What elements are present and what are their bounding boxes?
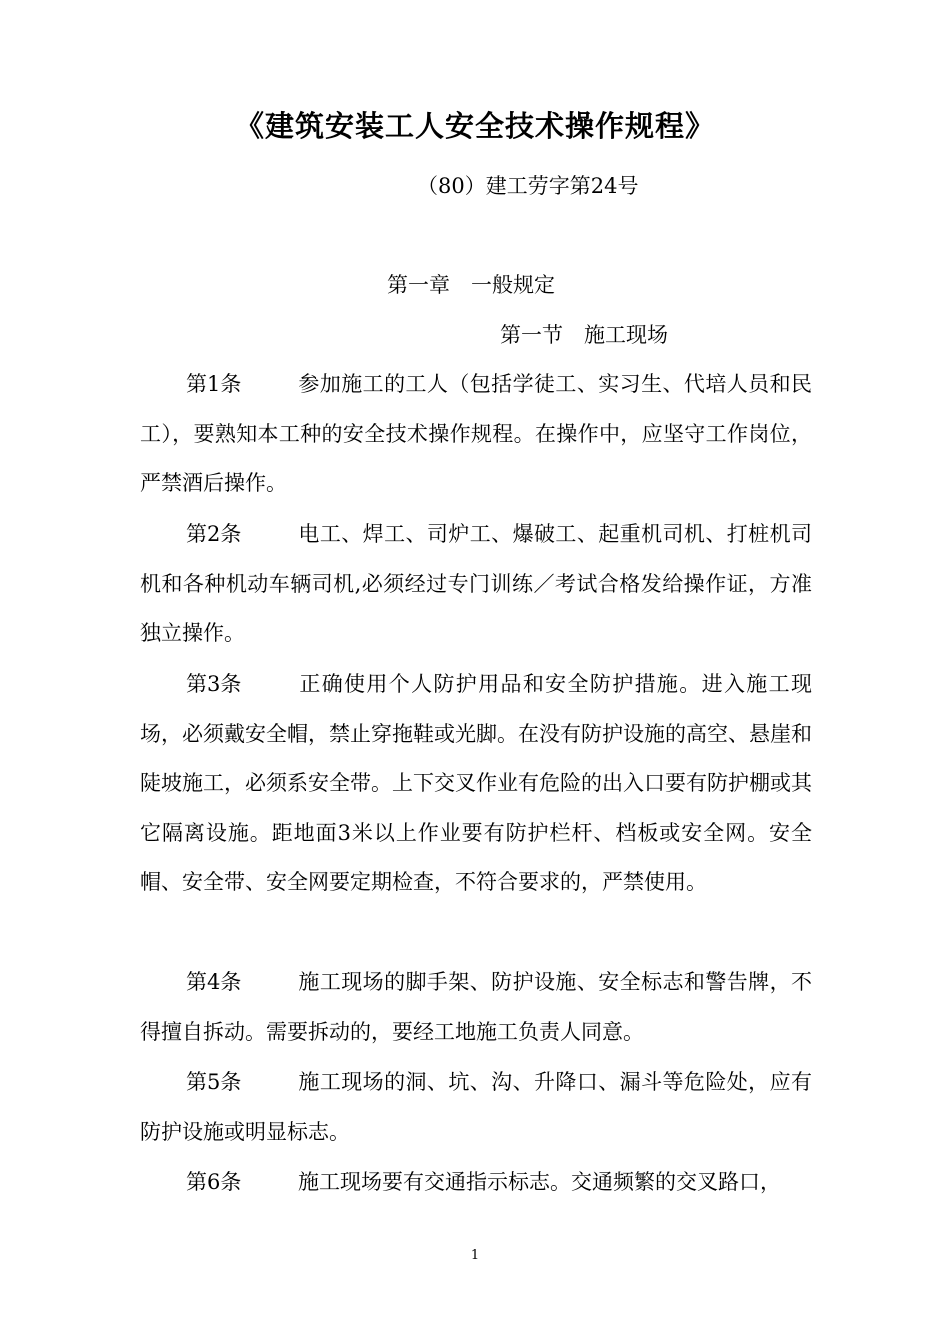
article-text: 正确使用个人防护用品和安全防护措施。进入施工现场，必须戴安全帽，禁止穿拖鞋或光脚。在没有防护设施的高空、悬崖和陡坡施工，必须系安全带。上下交叉作业有危险的出入口要有防护棚或其它隔离设施。距地面3米以上作业要有防护栏杆、档板或安全网。安全帽、安全带、安全网要定期检查，不符合要求的，严禁使用。 <box>140 672 812 894</box>
article-label: 第3条 <box>186 672 242 696</box>
article-label: 第2条 <box>186 522 242 546</box>
page-number: 1 <box>470 1248 480 1263</box>
article-text: 施工现场的脚手架、防护设施、安全标志和警告牌，不得擅自拆动。需要拆动的，要经工地施工负责人同意。 <box>140 970 812 1044</box>
article-label: 第4条 <box>186 970 242 994</box>
document-number: （80）建工劳字第24号 <box>417 174 639 198</box>
article-label: 第5条 <box>186 1070 242 1094</box>
article-5 <box>140 1058 812 1157</box>
document-title: 《建筑安装工人安全技术操作规程》 <box>234 109 715 143</box>
article-3 <box>140 660 812 908</box>
article-text: 施工现场要有交通指示标志。交通频繁的交叉路口， <box>298 1170 781 1194</box>
article-label: 第1条 <box>186 372 242 396</box>
article-4 <box>140 958 812 1057</box>
chapter-heading: 第一章 一般规定 <box>387 273 555 297</box>
article-2 <box>140 510 812 659</box>
section-heading: 第一节 施工现场 <box>500 323 668 347</box>
article-6 <box>140 1158 812 1208</box>
article-1 <box>140 360 812 509</box>
article-text: 参加施工的工人（包括学徒工、实习生、代培人员和民工），要熟知本工种的安全技术操作规程。在操作中，应坚守工作岗位，严禁酒后操作。 <box>140 372 812 495</box>
article-text: 电工、焊工、司炉工、爆破工、起重机司机、打桩机司机和各种机动车辆司机,必须经过专门训练／考试合格发给操作证，方准独立操作。 <box>140 522 812 645</box>
article-label: 第6条 <box>186 1170 242 1194</box>
article-text: 施工现场的洞、坑、沟、升降口、漏斗等危险处，应有防护设施或明显标志。 <box>140 1070 812 1144</box>
